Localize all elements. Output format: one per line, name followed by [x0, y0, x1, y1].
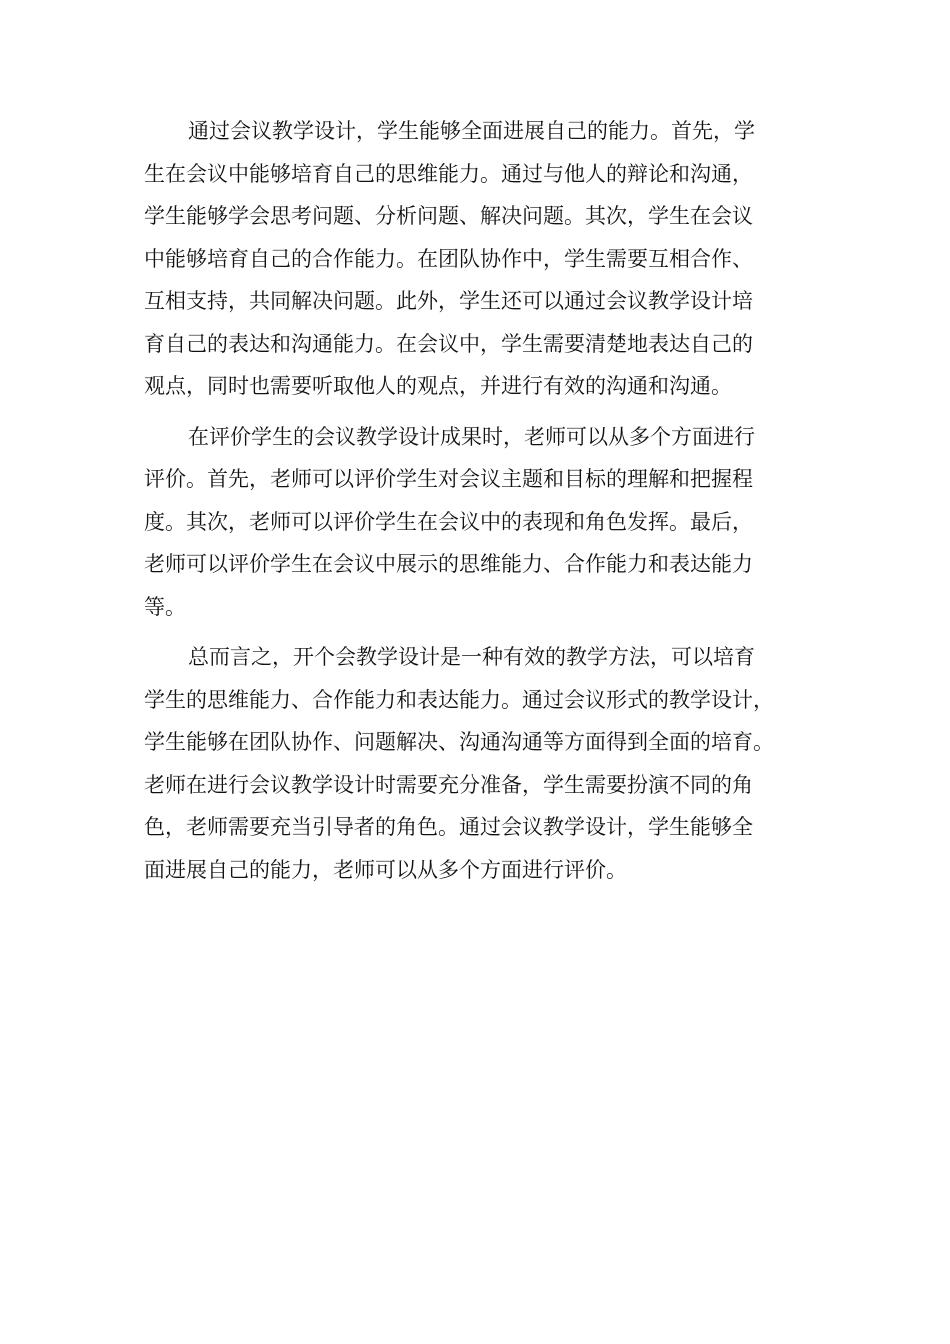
paragraph-line: 色，老师需要充当引导者的角色。通过会议教学设计，学生能够全 [144, 815, 753, 839]
paragraph-line: 老师可以评价学生在会议中展示的思维能力、合作能力和表达能力 [144, 552, 753, 576]
paragraph-line: 老师在进行会议教学设计时需要充分准备，学生需要扮演不同的角 [144, 772, 753, 797]
paragraph-line: 互相支持，共同解决问题。此外，学生还可以通过会议教学设计培 [144, 289, 753, 313]
paragraph-line: 在评价学生的会议教学设计成果时，老师可以从多个方面进行 [188, 424, 755, 449]
paragraph-line: 通过会议教学设计，学生能够全面进展自己的能力。首先，学 [188, 119, 755, 143]
paragraph-line: 评价。首先，老师可以评价学生对会议主题和目标的理解和把握程 [144, 467, 753, 491]
paragraph-line: 总而言之，开个会教学设计是一种有效的教学方法，可以培育 [188, 645, 755, 669]
paragraph-line: 中能够培育自己的合作能力。在团队协作中，学生需要互相合作、 [144, 246, 753, 271]
paragraph-line: 生在会议中能够培育自己的思维能力。通过与他人的辩论和沟通， [144, 161, 753, 186]
paragraph-line: 育自己的表达和沟通能力。在会议中，学生需要清楚地表达自己的 [144, 331, 753, 356]
paragraph-line: 学生的思维能力、合作能力和表达能力。通过会议形式的教学设计， [144, 687, 774, 712]
paragraph-line: 观点，同时也需要听取他人的观点，并进行有效的沟通和沟通。 [144, 374, 732, 398]
paragraph-line: 度。其次，老师可以评价学生在会议中的表现和角色发挥。最后， [144, 509, 753, 534]
paragraph-line: 学生能够学会思考问题、分析问题、解决问题。其次，学生在会议 [144, 204, 753, 228]
paragraph-line: 学生能够在团队协作、问题解决、沟通沟通等方面得到全面的培育。 [144, 730, 774, 754]
paragraph-3 [144, 636, 809, 891]
document-body [144, 110, 809, 891]
paragraph-line: 面进展自己的能力，老师可以从多个方面进行评价。 [144, 857, 627, 882]
paragraph-1 [144, 110, 809, 408]
paragraph-line: 等。 [144, 594, 186, 619]
paragraph-2 [144, 416, 809, 629]
